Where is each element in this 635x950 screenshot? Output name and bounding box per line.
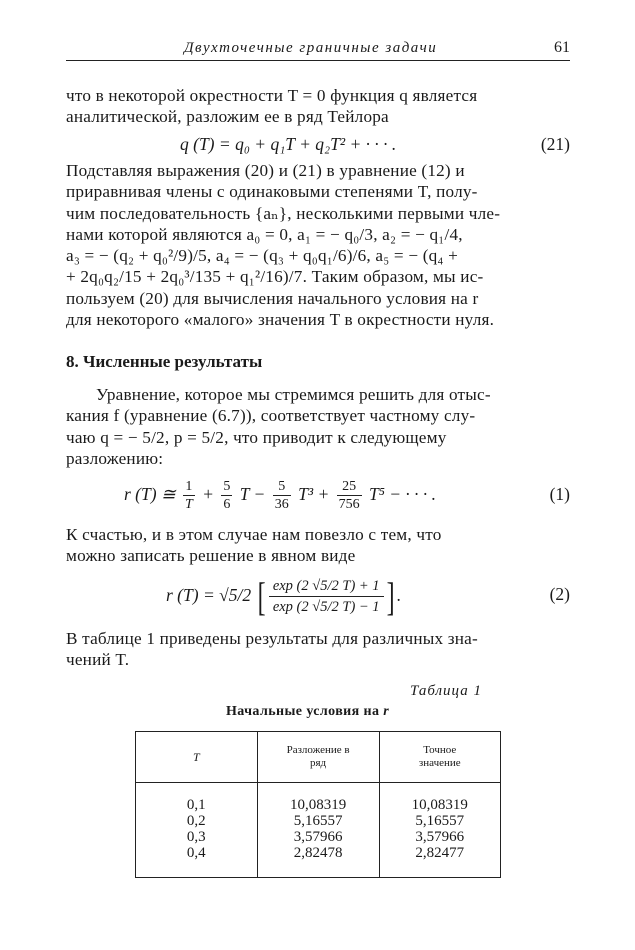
fraction-denominator: 756: [338, 497, 360, 513]
table-cell: 0,2: [136, 813, 258, 829]
table-header-row: [136, 732, 501, 783]
text-line: В таблице 1 приведены результаты для различных зна-: [66, 629, 478, 648]
table-cell: 0,3: [136, 829, 258, 845]
equation-body: [124, 472, 436, 516]
table-cell: 10,08319: [379, 783, 500, 814]
table-cell: 2,82478: [257, 845, 379, 878]
equation-number: (1): [549, 484, 570, 504]
fraction-numerator: 5: [273, 478, 291, 496]
table-caption: [226, 704, 389, 720]
text-line: для некоторого «малого» значения T в окрестности нуля.: [66, 310, 495, 330]
table-caption-var: r: [383, 704, 390, 719]
fraction-denominator: T: [185, 497, 193, 513]
text-line: a₃ = − (q₂ + q₀²/9)/5, a₄ = − (q₃ + q₀q₁/6)/6, a₅ = − (q₄ +: [66, 246, 459, 266]
fraction-numerator: exp (2 √5/2 T) + 1: [269, 576, 384, 597]
paragraph-intro: [66, 85, 570, 128]
column-header-text: Точное значение: [418, 744, 461, 769]
text-line: чаю q = − 5/2, p = 5/2, что приводит к следующему: [66, 427, 447, 447]
equation-end: .: [396, 585, 402, 605]
fraction: [337, 478, 362, 513]
equation-body: q (T) = q₀ + q₁T + q₂T² + · · · .: [180, 134, 397, 154]
text-line: Подставляя выражения (20) и (21) в уравнение (12) и: [66, 161, 465, 180]
table-caption-text: Начальные условия на: [226, 704, 380, 719]
right-bracket: ]: [386, 573, 395, 619]
column-header-text: Разложение в ряд: [286, 744, 350, 769]
text-line: нами которой являются a₀ = 0, a₁ = − q₀/3, a₂ = − q₁/4,: [66, 224, 463, 244]
fraction-numerator: 5: [223, 479, 231, 495]
table-cell: 0,1: [136, 783, 258, 814]
running-head: [66, 38, 570, 61]
text-line: чений T.: [66, 650, 130, 670]
equation-lhs: r (T) ≅: [124, 484, 180, 504]
equation-lhs: r (T) = √5/2: [166, 585, 252, 605]
term: T³ +: [298, 484, 330, 504]
table-row: [136, 829, 501, 845]
fraction: [221, 478, 232, 513]
column-header: [257, 732, 379, 783]
table-cell: 10,08319: [257, 783, 379, 814]
text-line: чим последовательность {aₙ}, несколькими первыми чле-: [66, 203, 501, 223]
paragraph-explicit: [66, 524, 570, 567]
text-line: можно записать решение в явном виде: [66, 546, 356, 566]
fraction-denominator: 36: [274, 497, 289, 513]
table-row: [136, 845, 501, 878]
text-line: Уравнение, которое мы стремимся решить для отыс-: [96, 385, 491, 404]
section-heading: 8. Численные результаты: [66, 352, 263, 371]
results-table: [135, 731, 501, 878]
table-cell: 5,16557: [257, 813, 379, 829]
text-line: что в некоторой окрестности T = 0 функция q является: [66, 86, 478, 105]
text-line: пользуем (20) для вычисления начального условия на r: [66, 288, 479, 308]
table-cell: 3,57966: [257, 829, 379, 845]
left-bracket: [: [258, 573, 267, 619]
equation-number: (21): [540, 134, 570, 154]
equation-1: [66, 472, 570, 516]
text-line: К счастью, и в этом случае нам повезло с тем, что: [66, 525, 442, 544]
paragraph-equation-intro: [66, 384, 570, 469]
running-head-title: Двухточечные граничные задачи: [184, 40, 438, 56]
table-cell: 2,82477: [379, 845, 500, 878]
text-line: + 2q₀q₂/15 + 2q₀³/135 + q₁²/16)/7. Таким образом, мы ис-: [66, 267, 484, 287]
fraction-numerator: 25: [337, 478, 362, 496]
paragraph-substitution: [66, 160, 570, 330]
text-line: разложению:: [66, 448, 164, 468]
text-line: кания f (уравнение (6.7)), соответствует частному слу-: [66, 406, 476, 426]
text-line: аналитической, разложим ее в ряд Тейлора: [66, 107, 389, 127]
table-row: [136, 813, 501, 829]
column-header: [379, 732, 500, 783]
equation-body: [166, 570, 401, 620]
term: T −: [239, 484, 266, 504]
fraction-denominator: 6: [223, 497, 231, 513]
operator: +: [202, 484, 214, 504]
paragraph-table-ref: [66, 628, 570, 671]
fraction-denominator: exp (2 √5/2 T) − 1: [272, 599, 380, 616]
text-line: приравнивая члены с одинаковыми степенями T, полу-: [66, 182, 478, 202]
term: T⁵ − · · · .: [369, 484, 437, 504]
fraction: [183, 478, 195, 513]
page-number: 61: [554, 39, 570, 56]
fraction: [273, 478, 291, 513]
fraction-numerator: 1: [183, 478, 195, 496]
table-cell: 3,57966: [379, 829, 500, 845]
table-number: Таблица 1: [410, 683, 482, 699]
column-header: T: [136, 732, 258, 783]
fraction: [269, 576, 384, 617]
table-row: [136, 783, 501, 814]
equation-number: (2): [549, 584, 570, 604]
table-cell: 0,4: [136, 845, 258, 878]
table-cell: 5,16557: [379, 813, 500, 829]
equation-2: [66, 570, 570, 620]
